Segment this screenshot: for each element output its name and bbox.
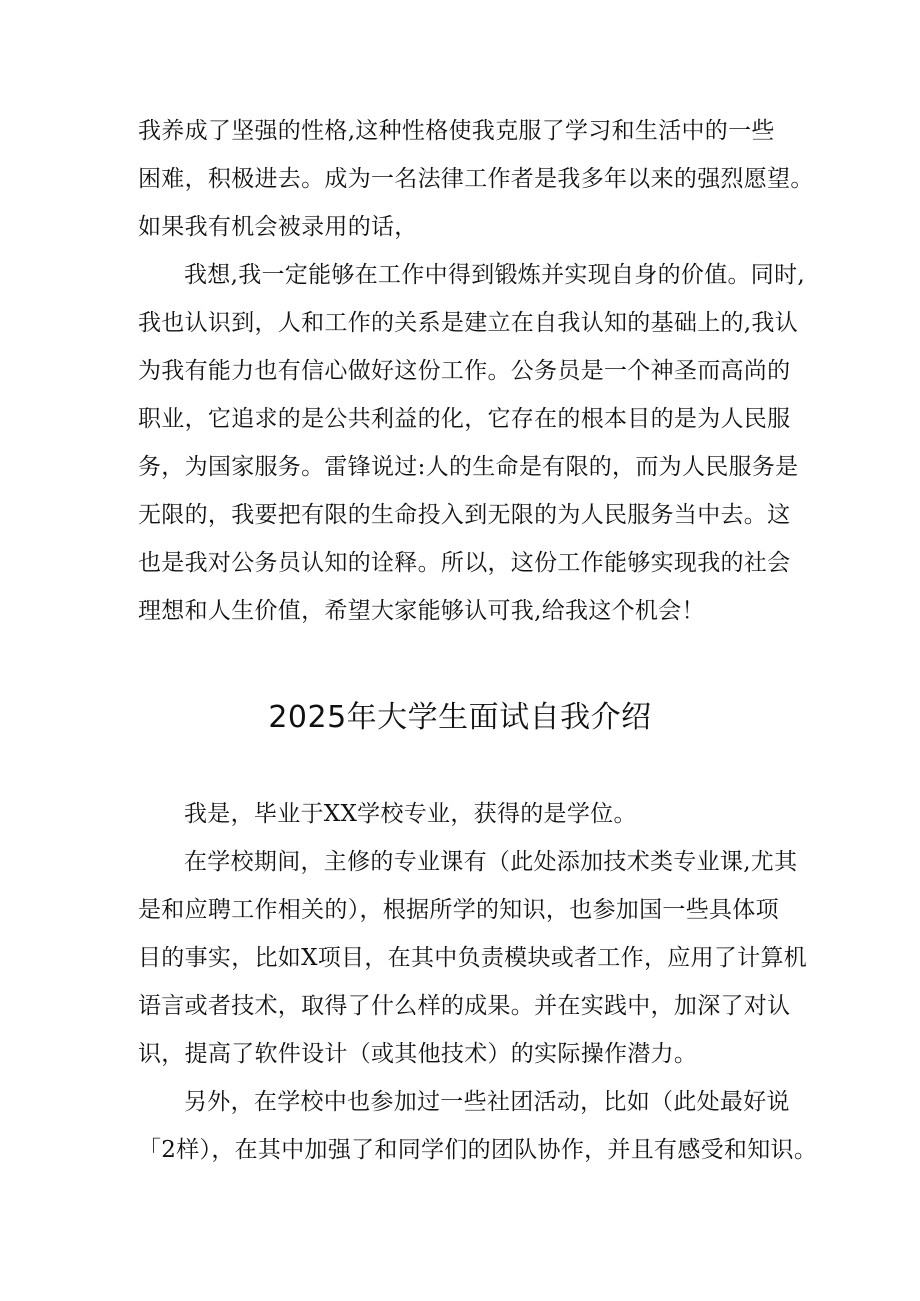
paragraph-activities [138,1078,818,1174]
paragraph-value [138,251,806,635]
paragraph-continued [138,107,814,251]
text-line: 另外，在学校中也参加过一些社团活动，比如（此处最好说 [184,1089,790,1115]
text-line: 目的事实，比如X项目，在其中负责模块或者工作，应用了计算机 [138,945,808,971]
text-line: 无限的，我要把有限的生命投入到无限的为人民服务当中去。这 [138,502,791,528]
text-line: 我是，毕业于XX学校专业，获得的是学位。 [184,801,637,827]
document-title: 2025年大学生面试自我介绍 [268,700,652,735]
paragraph-intro [138,790,798,838]
text-line: 困难，积极进去。成为一名法律工作者是我多年以来的强烈愿望。 [138,166,814,192]
text-line: 职业，它追求的是公共利益的化，它存在的根本目的是为人民服 [138,406,791,432]
text-line: 在学校期间，主修的专业课有（此处添加技术类专业课,尤其 [184,849,798,875]
text-line: 为我有能力也有信心做好这份工作。公务员是一个神圣而高尚的 [138,358,791,384]
text-line: 也是我对公务员认知的诠释。所以，这份工作能够实现我的社会 [138,550,791,576]
text-line: 如果我有机会被录用的话， [138,214,418,240]
text-line: 理想和人生价值，希望大家能够认可我,给我这个机会！ [138,598,705,624]
text-line: 是和应聘工作相关的），根据所学的知识，也参加国一些具体项 [138,897,779,923]
text-line: 识，提高了软件设计（或其他技术）的实际操作潜力。 [138,1041,698,1067]
text-line: 我想,我一定能够在工作中得到锻炼并实现自身的价值。同时, [184,262,806,288]
text-line: 我也认识到，人和工作的关系是建立在自我认知的基础上的,我认 [138,310,799,336]
text-line: 我养成了坚强的性格,这种性格使我克服了学习和生活中的一些 [138,118,775,144]
paragraph-school [138,838,808,1078]
text-line: 务，为国家服务。雷锋说过:人的生命是有限的，而为人民服务是 [138,454,799,480]
text-line: 语言或者技术，取得了什么样的成果。并在实践中，加深了对认 [138,993,791,1019]
text-line: 「2样），在其中加强了和同学们的团队协作，并且有感受和知识。 [138,1137,818,1163]
